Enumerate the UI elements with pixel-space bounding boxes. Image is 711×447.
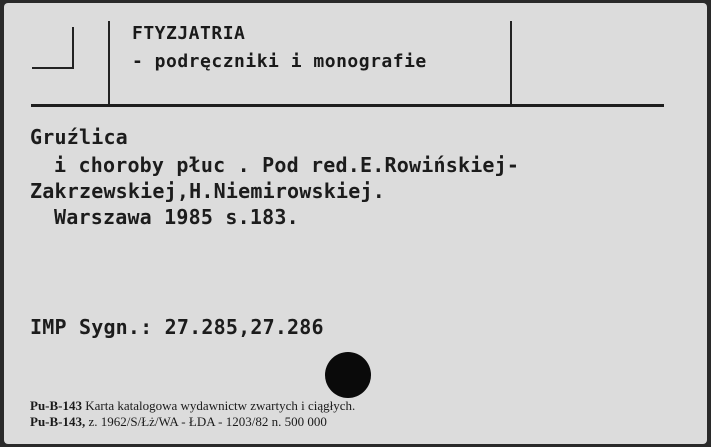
header-divider-left — [108, 21, 110, 107]
record-line-3: Zakrzewskiej,H.Niemirowskiej. — [30, 179, 385, 203]
footer-line-2 — [30, 414, 327, 430]
footer-code-2: Pu-B-143, — [30, 414, 86, 429]
corner-box — [32, 27, 74, 69]
subject-subheading: - podręczniki i monografie — [132, 51, 427, 72]
record-signature: IMP Sygn.: 27.285,27.286 — [30, 315, 324, 339]
footer-text-1: Karta katalogowa wydawnictw zwartych i ciągłych. — [85, 398, 356, 413]
record-title: Gruźlica — [30, 125, 128, 149]
punch-hole — [325, 352, 371, 398]
catalog-card — [4, 3, 707, 444]
record-imprint: Warszawa 1985 s.183. — [54, 205, 299, 229]
subject-heading: FTYZJATRIA — [132, 23, 246, 44]
footer-code-1: Pu-B-143 — [30, 398, 82, 413]
header-rule — [31, 104, 664, 107]
footer-text-2: z. 1962/S/Łż/WA - ŁDA - 1203/82 n. 500 000 — [88, 414, 327, 429]
record-line-2: i choroby płuc . Pod red.E.Rowińskiej- — [54, 153, 520, 177]
footer-line-1 — [30, 398, 355, 414]
header-divider-right — [510, 21, 512, 107]
